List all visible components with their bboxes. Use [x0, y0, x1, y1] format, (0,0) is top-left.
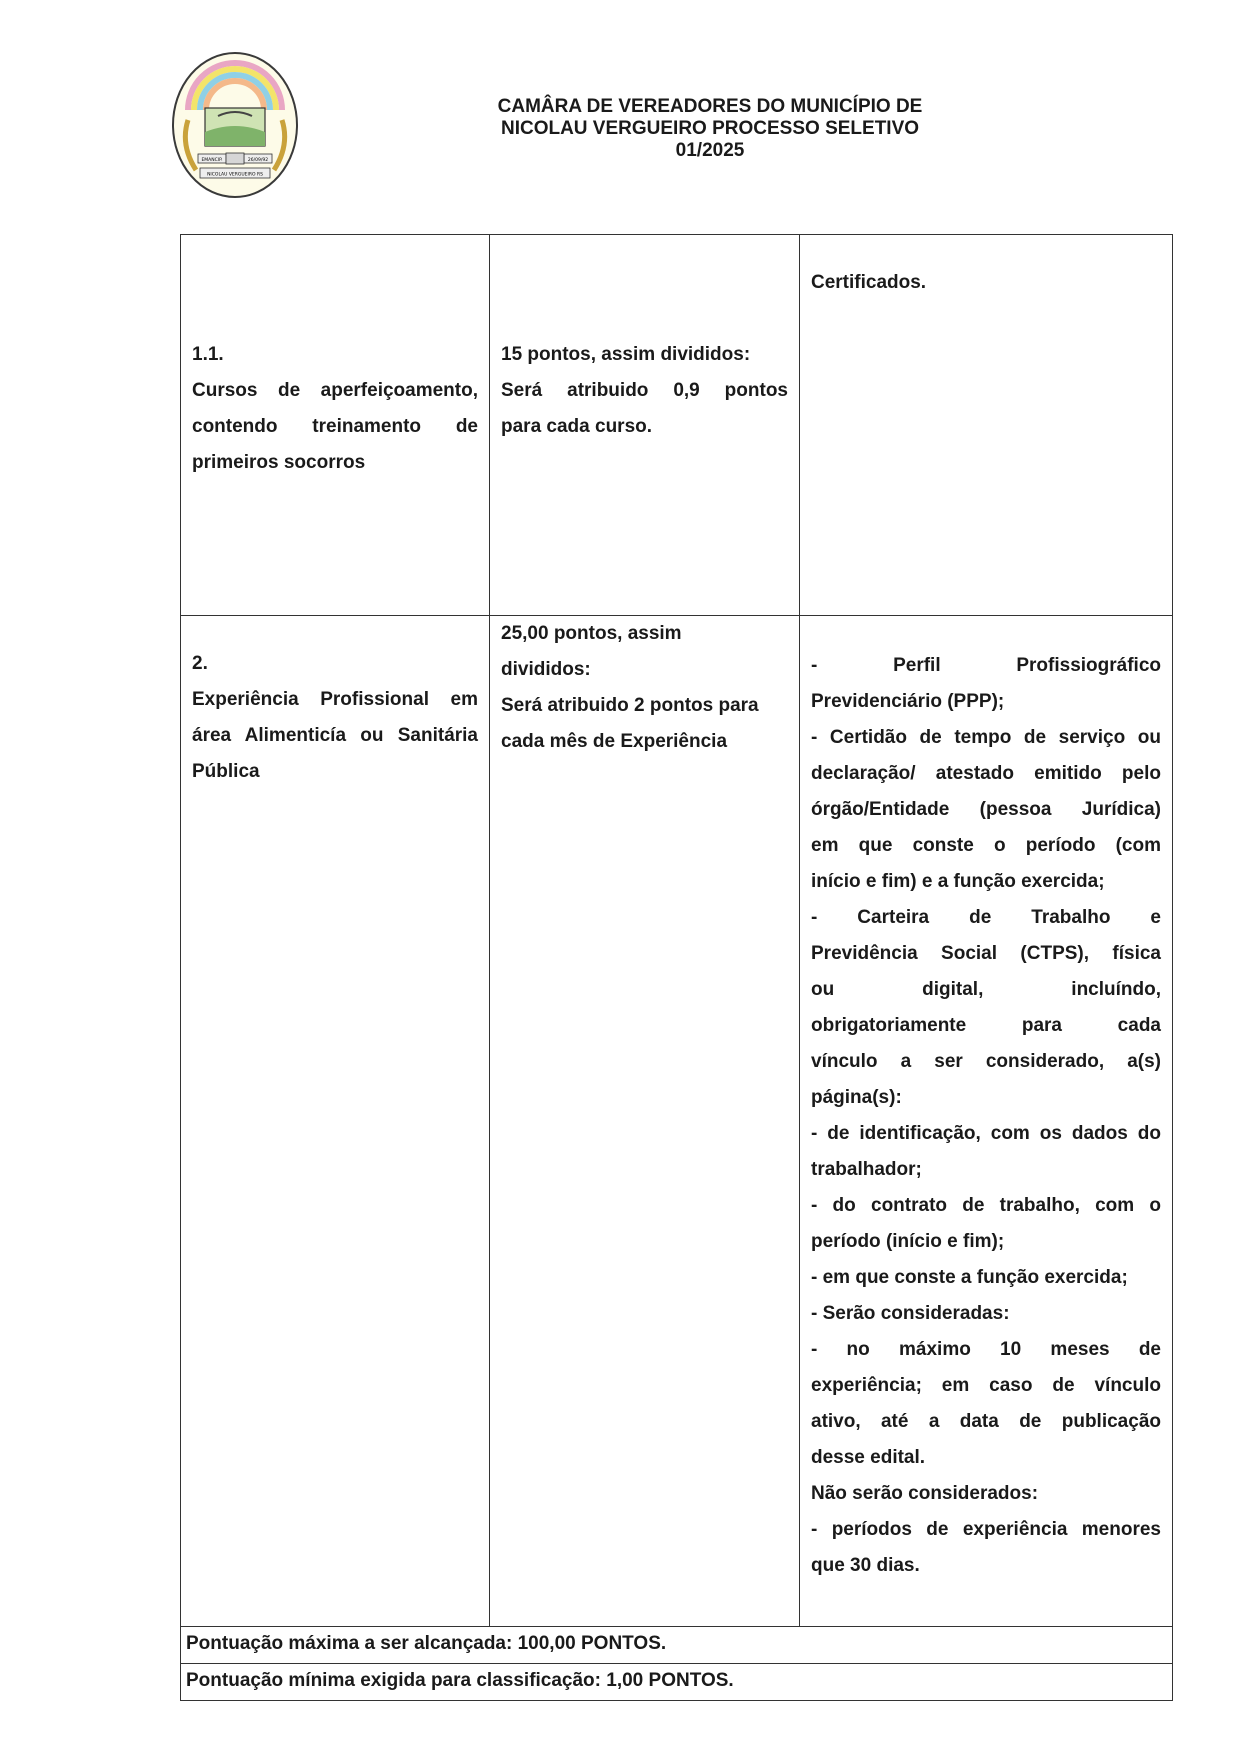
- points-line: cada mês de Experiência: [501, 731, 728, 752]
- documents-line: declaração/ atestado emitido pelo: [811, 763, 1161, 784]
- documents-line: vínculo a ser considerado, a(s): [811, 1051, 1161, 1072]
- documents-cell: [800, 616, 1173, 1627]
- criterion-title-line: Pública: [192, 761, 260, 782]
- criterion-cell: [181, 616, 490, 1627]
- documents-line: - de identificação, com os dados do: [811, 1123, 1161, 1144]
- documents-line: ativo, até a data de publicação: [811, 1411, 1161, 1432]
- documents-line: órgão/Entidade (pessoa Jurídica): [811, 799, 1161, 820]
- criterion-title-line: primeiros socorros: [192, 452, 366, 473]
- documents-line: experiência; em caso de vínculo: [811, 1375, 1161, 1396]
- seal-banner-bottom: NICOLAU VERGUEIRO RS: [207, 172, 263, 178]
- points-cell: [490, 616, 800, 1627]
- documents-line: Previdência Social (CTPS), física: [811, 943, 1161, 964]
- criterion-title-line: contendo treinamento de: [192, 416, 478, 437]
- table-row: [181, 1664, 1173, 1701]
- documents-line: que 30 dias.: [811, 1555, 920, 1576]
- documents-text: Certificados.: [811, 272, 927, 293]
- documents-line: desse edital.: [811, 1447, 926, 1468]
- table-row: [181, 1627, 1173, 1664]
- header-line-1: CAMÂRA DE VEREADORES DO MUNICÍPIO DE: [497, 96, 923, 117]
- criterion-title-line: área Alimenticía ou Sanitária: [192, 725, 478, 746]
- documents-line: Previdenciário (PPP);: [811, 691, 1005, 712]
- min-score-cell: Pontuação mínima exigida para classificação: 1,00 PONTOS.: [181, 1664, 1173, 1701]
- points-line: 15 pontos, assim divididos:: [501, 344, 751, 365]
- documents-line: início e fim) e a função exercida;: [811, 871, 1105, 892]
- documents-line: - Serão consideradas:: [811, 1303, 1010, 1324]
- document-header: [460, 96, 960, 162]
- seal-banner-left: EMANCIP.: [201, 158, 223, 163]
- documents-line: - períodos de experiência menores: [811, 1519, 1161, 1540]
- header-line-3: 01/2025: [675, 140, 745, 161]
- documents-line: obrigatoriamente para cada: [811, 1015, 1161, 1036]
- documents-line: período (início e fim);: [811, 1231, 1005, 1252]
- documents-line: em que conste o período (com: [811, 835, 1161, 856]
- documents-line: trabalhador;: [811, 1159, 922, 1180]
- documents-line: - em que conste a função exercida;: [811, 1267, 1128, 1288]
- documents-line: - Certidão de tempo de serviço ou: [811, 727, 1161, 748]
- documents-line: página(s):: [811, 1087, 902, 1108]
- municipal-seal-logo: [170, 50, 300, 200]
- header-line-2: NICOLAU VERGUEIRO PROCESSO SELETIVO: [500, 118, 920, 139]
- documents-line: - do contrato de trabalho, com o: [811, 1195, 1161, 1216]
- documents-line: - Carteira de Trabalho e: [811, 907, 1161, 928]
- points-line: Será atribuido 0,9 pontos: [501, 380, 788, 401]
- points-line: divididos:: [501, 659, 591, 680]
- points-cell: [490, 235, 800, 616]
- table-row: [181, 235, 1173, 616]
- points-line: 25,00 pontos, assim: [501, 623, 682, 644]
- max-score-cell: Pontuação máxima a ser alcançada: 100,00 PONTOS.: [181, 1627, 1173, 1664]
- documents-line: - no máximo 10 meses de: [811, 1339, 1161, 1360]
- documents-line: Não serão considerados:: [811, 1483, 1039, 1504]
- scoring-table: [180, 234, 1173, 1701]
- points-line: Será atribuido 2 pontos para: [501, 695, 759, 716]
- seal-banner-right: 26/09/92: [247, 158, 269, 163]
- documents-line: ou digital, incluíndo,: [811, 979, 1161, 1000]
- criterion-title-line: Experiência Profissional em: [192, 689, 478, 710]
- documents-line: - Perfil Profissiográfico: [811, 655, 1161, 676]
- criterion-cell: [181, 235, 490, 616]
- criterion-number: 2.: [192, 653, 208, 674]
- table-row: [181, 616, 1173, 1627]
- documents-cell: [800, 235, 1173, 616]
- points-line: para cada curso.: [501, 416, 653, 437]
- criterion-number: 1.1.: [192, 344, 224, 365]
- criterion-title-line: Cursos de aperfeiçoamento,: [192, 380, 478, 401]
